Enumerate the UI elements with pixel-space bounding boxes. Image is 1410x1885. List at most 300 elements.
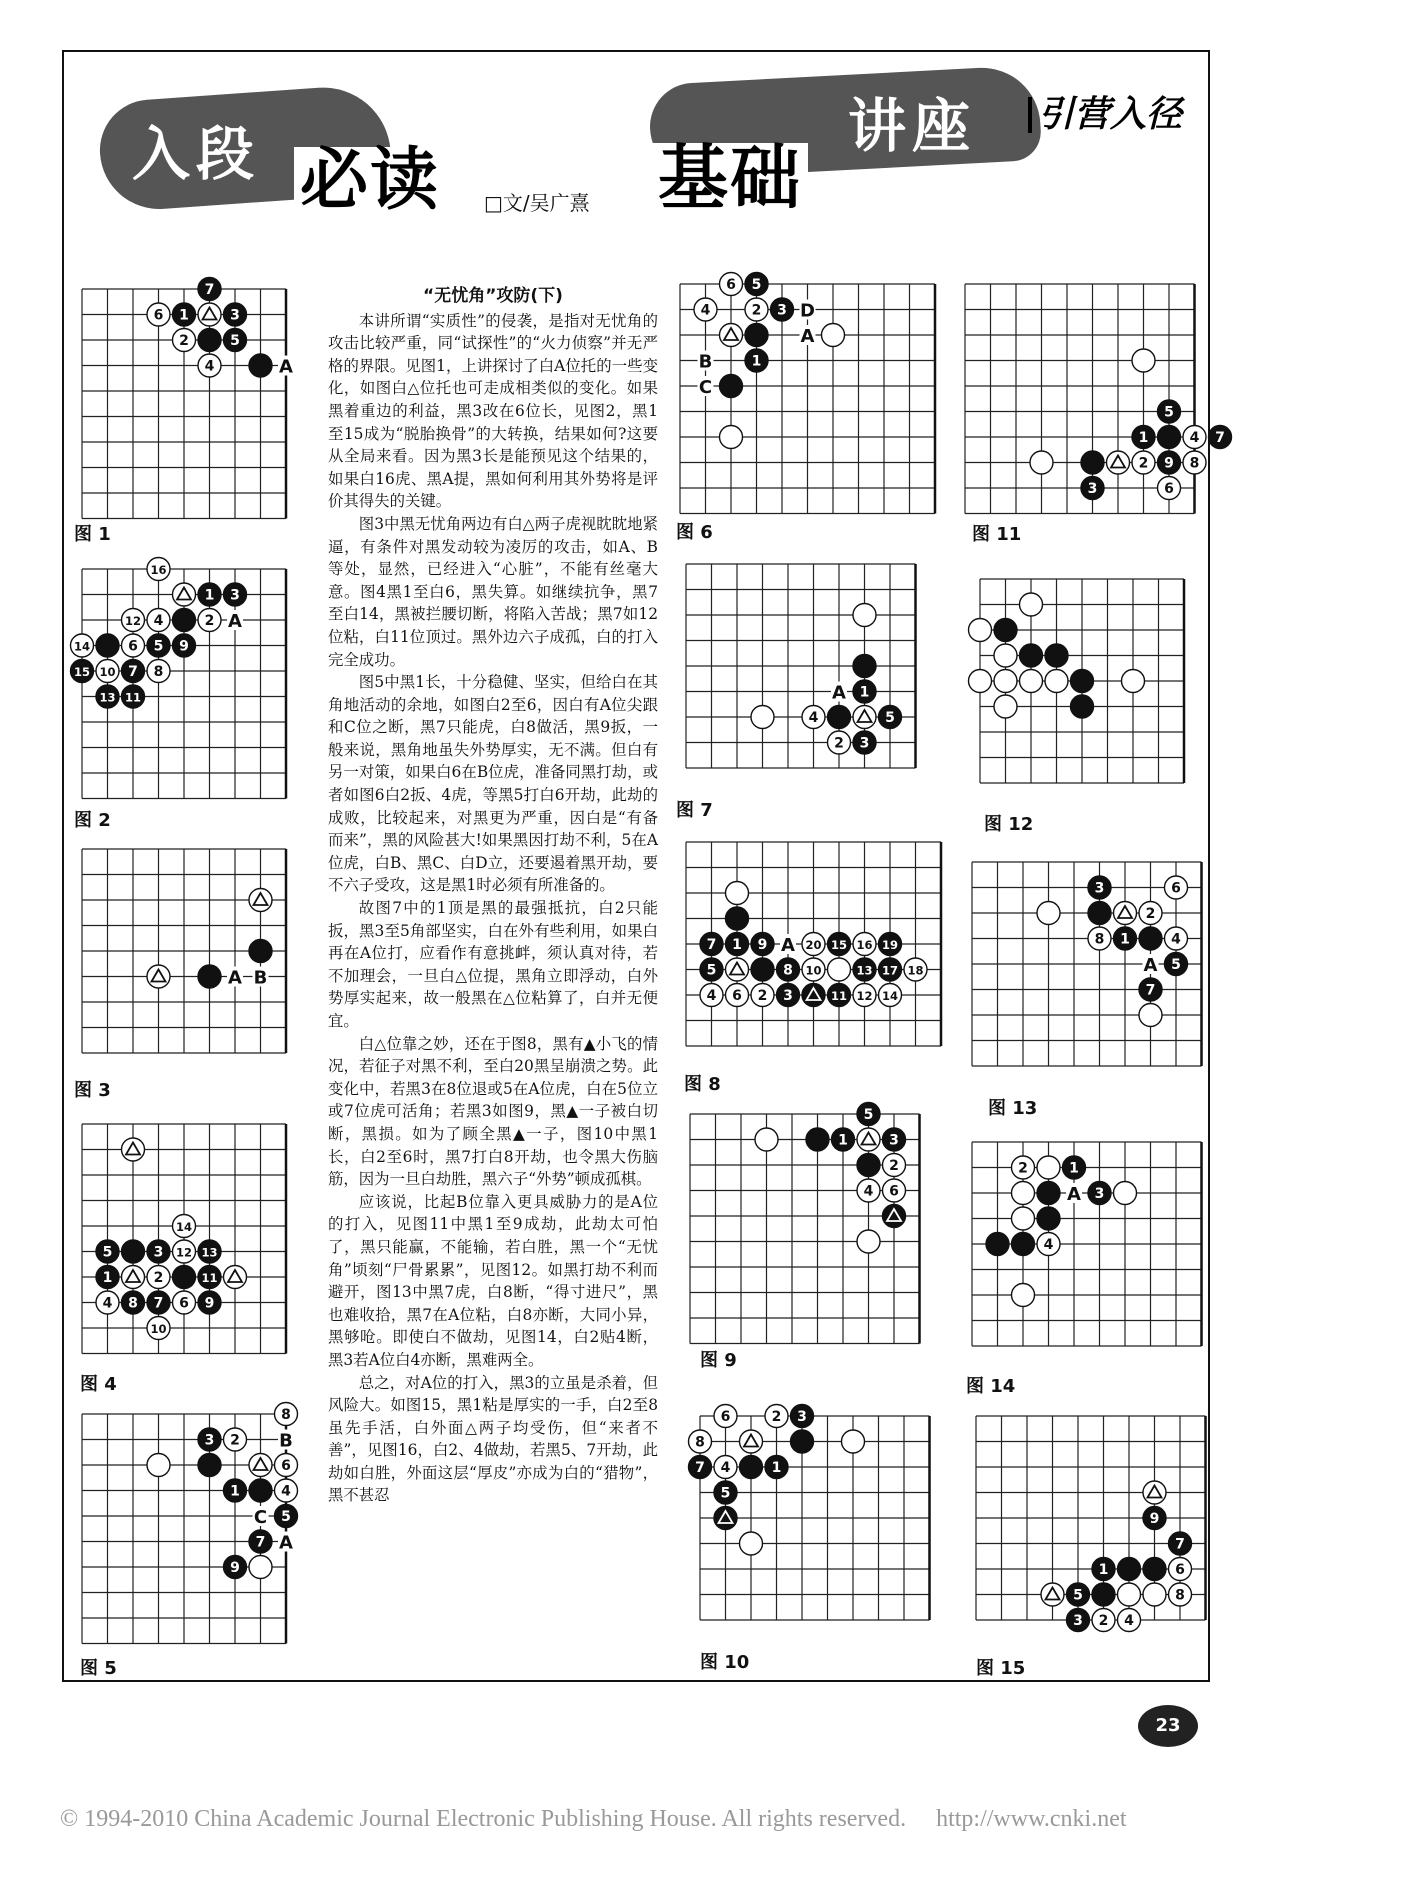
move-number: 1: [771, 1460, 782, 1476]
move-number: 6: [179, 1295, 189, 1312]
black-stone: [173, 303, 196, 326]
black-stone: [832, 1128, 855, 1151]
move-number: 6: [732, 988, 742, 1004]
white-stone: [1169, 1583, 1192, 1606]
move-number: 1: [859, 684, 870, 701]
go-diagram-6: [670, 270, 940, 524]
white-stone: [147, 1317, 170, 1340]
white-stone: [173, 329, 196, 352]
article-paragraph: 故图7中的1顶是黑的最强抵抗，白2只能扳，黑3至5角部坚实，白在外有些利用，如果白再在A位打，应看作有意挑衅，须认真对待，若不加理会，一旦白△位提，黑角立即浮动，白外势厚实起来，故一般黑在△位粘算了，白并无便宜。: [328, 899, 658, 1030]
black-stone: [249, 1479, 272, 1502]
black-stone: [122, 685, 145, 708]
black-stone: [96, 1266, 119, 1289]
article-title: “无忧角”攻防(下): [423, 286, 563, 306]
black-stone: [173, 634, 196, 657]
move-number: 7: [1215, 430, 1225, 446]
white-stone: [96, 660, 119, 683]
move-number: 8: [1189, 455, 1200, 472]
footer: [60, 1806, 1127, 1833]
move-number: 4: [720, 1460, 731, 1476]
black-stone: [1139, 927, 1162, 950]
move-number: 3: [230, 307, 240, 324]
black-stone: [1158, 426, 1181, 449]
figure-caption: 图 2: [74, 810, 111, 831]
white-stone: [224, 1266, 247, 1289]
white-stone: [1012, 1182, 1035, 1205]
move-number: 1: [204, 587, 215, 604]
move-number: 14: [881, 989, 899, 1003]
point-label: D: [800, 300, 815, 322]
point-label: A: [1067, 1184, 1081, 1205]
move-number: 6: [1175, 1562, 1185, 1578]
black-stone: [720, 375, 743, 398]
go-diagram-8: [676, 828, 946, 1072]
white-stone: [994, 670, 1017, 693]
white-stone: [714, 1456, 737, 1479]
move-number: 11: [830, 989, 848, 1003]
black-stone: [1118, 1558, 1141, 1581]
white-stone: [122, 634, 145, 657]
white-stone: [720, 324, 743, 347]
black-stone: [857, 1103, 880, 1126]
move-number: 8: [783, 962, 793, 979]
move-number: 3: [1094, 880, 1105, 897]
black-stone: [791, 1430, 814, 1453]
white-stone: [879, 984, 902, 1007]
black-stone: [700, 933, 723, 956]
black-stone: [1169, 1532, 1192, 1555]
move-number: 6: [726, 277, 736, 293]
black-stone: [745, 324, 768, 347]
figure-caption: 图 11: [972, 524, 1022, 545]
move-number: 2: [230, 1432, 240, 1449]
black-stone: [1037, 1182, 1060, 1205]
black-stone: [1081, 477, 1104, 500]
move-number: 16: [150, 563, 167, 577]
move-number: 7: [255, 1534, 266, 1551]
white-stone: [147, 303, 170, 326]
move-number: 9: [1164, 455, 1174, 472]
white-stone: [1092, 1609, 1115, 1632]
white-stone: [822, 324, 845, 347]
move-number: 5: [706, 962, 717, 979]
black-stone: [249, 354, 272, 377]
figure-caption: 图 6: [676, 522, 713, 543]
black-stone: [198, 583, 221, 606]
black-stone: [1081, 451, 1104, 474]
white-stone: [1118, 1609, 1141, 1632]
white-stone: [765, 1405, 788, 1428]
move-number: 17: [881, 963, 899, 978]
white-stone: [198, 609, 221, 632]
article-paragraph: 图5中黑1长，十分稳健、坚实，但给白在其角地活动的余地，如图白2至6，因白有A位尖跟和C位之断，黑7只能虎，白8做活，黑9扳，一般来说，黑角地虽失外势厚实，无不满。但白有另一对策，如果白6在B位虎，准备同黑打劫，或者如图6白2扳、4虎，等黑5打白6开劫，此劫的成败，比较起来，对黑更为严重，因白是“有备而来”，黑的风险甚大!如果黑因打劫不利，5在A位虎，白B、黑C、白D立，还要遏着黑开劫，要不六子受攻，这是黑1时必须有所准备的。: [328, 673, 658, 895]
black-stone: [1139, 978, 1162, 1001]
move-number: 2: [179, 333, 189, 349]
move-number: 6: [153, 307, 164, 324]
black-stone: [777, 984, 800, 1007]
title-part2: 必读: [294, 147, 446, 215]
white-stone: [1122, 670, 1145, 693]
black-stone: [853, 731, 876, 754]
point-label: A: [279, 1532, 293, 1554]
move-number: 7: [1145, 982, 1156, 999]
black-stone: [879, 933, 902, 956]
white-stone: [969, 670, 992, 693]
black-stone: [853, 958, 876, 981]
black-stone: [1158, 451, 1181, 474]
move-number: 5: [1164, 404, 1174, 421]
go-diagram-5: [72, 1400, 312, 1654]
black-stone: [1067, 1583, 1090, 1606]
black-stone: [853, 680, 876, 703]
move-number: 4: [204, 358, 215, 375]
move-number: 2: [751, 302, 762, 319]
move-number: 8: [153, 664, 164, 680]
white-stone: [249, 1556, 272, 1579]
white-stone: [1139, 1004, 1162, 1027]
move-number: 2: [1145, 906, 1156, 922]
white-stone: [726, 958, 749, 981]
black-stone: [986, 1233, 1009, 1256]
white-stone: [173, 1215, 196, 1238]
white-stone: [1118, 1583, 1141, 1606]
move-number: 9: [230, 1560, 240, 1576]
white-stone: [224, 1428, 247, 1451]
black-stone: [828, 984, 851, 1007]
white-stone: [1165, 927, 1188, 950]
title-part1: 入段: [132, 120, 261, 188]
white-stone: [275, 1479, 298, 1502]
move-number: 3: [859, 735, 870, 752]
black-stone: [791, 1405, 814, 1428]
white-stone: [249, 1454, 272, 1477]
move-number: 19: [881, 938, 899, 952]
move-number: 1: [1098, 1562, 1109, 1578]
point-label: B: [253, 967, 268, 989]
column-tag: 引营入径: [1028, 97, 1182, 133]
move-number: 8: [1094, 931, 1105, 948]
white-stone: [1088, 927, 1111, 950]
move-number: 12: [175, 1245, 193, 1260]
move-number: 9: [757, 937, 768, 953]
byline: □文/吴广熹: [484, 191, 590, 215]
go-diagram-13: [962, 848, 1207, 1092]
move-number: 7: [204, 282, 215, 298]
move-number: 15: [830, 938, 848, 952]
copyright-text: © 1994-2010 China Academic Journal Electronic Publishing House. All rights reserved.: [60, 1806, 907, 1832]
white-stone: [726, 984, 749, 1007]
white-stone: [1030, 451, 1053, 474]
figure-caption: 图 9: [700, 1350, 737, 1371]
point-label: B: [698, 351, 713, 373]
move-number: 12: [124, 614, 142, 628]
go-diagram-11: [955, 270, 1225, 524]
move-number: 3: [777, 302, 787, 319]
black-stone: [224, 1556, 247, 1579]
white-stone: [994, 644, 1017, 667]
white-stone: [1183, 451, 1206, 474]
move-number: 5: [720, 1485, 731, 1502]
white-stone: [828, 958, 851, 981]
white-stone: [1037, 902, 1060, 925]
black-stone: [198, 329, 221, 352]
move-number: 8: [128, 1295, 138, 1312]
black-stone: [1071, 695, 1094, 718]
white-stone: [147, 1454, 170, 1477]
black-stone: [1092, 1558, 1115, 1581]
black-stone: [1143, 1558, 1166, 1581]
move-number: 2: [204, 613, 215, 629]
white-stone: [802, 933, 825, 956]
move-number: 9: [204, 1295, 215, 1312]
white-stone: [1037, 1233, 1060, 1256]
white-stone: [740, 1430, 763, 1453]
white-stone: [1037, 1156, 1060, 1179]
move-number: 2: [1098, 1613, 1109, 1629]
black-stone: [751, 933, 774, 956]
black-stone: [994, 619, 1017, 642]
white-stone: [147, 965, 170, 988]
move-number: 5: [281, 1509, 291, 1525]
move-number: 6: [128, 638, 138, 655]
black-stone: [173, 609, 196, 632]
figure-caption: 图 15: [976, 1658, 1026, 1679]
point-label: A: [228, 967, 242, 989]
move-number: 4: [706, 988, 717, 1004]
move-number: 16: [856, 938, 873, 952]
black-stone: [726, 907, 749, 930]
move-number: 8: [695, 1434, 705, 1451]
black-stone: [751, 958, 774, 981]
move-number: 1: [102, 1270, 113, 1286]
move-number: 5: [863, 1107, 874, 1123]
point-label: A: [781, 935, 795, 956]
point-label: C: [253, 1507, 268, 1528]
move-number: 7: [128, 664, 138, 680]
move-number: 6: [889, 1183, 899, 1200]
move-number: 3: [1073, 1613, 1083, 1629]
black-stone: [828, 933, 851, 956]
move-number: 2: [153, 1270, 164, 1286]
article-column: [328, 285, 658, 1507]
white-stone: [853, 706, 876, 729]
black-stone: [1132, 426, 1155, 449]
black-stone: [198, 1266, 221, 1289]
black-stone: [777, 958, 800, 981]
move-number: 4: [1124, 1613, 1134, 1629]
black-stone: [224, 1479, 247, 1502]
white-stone: [1169, 1558, 1192, 1581]
move-number: 1: [1138, 430, 1149, 446]
white-stone: [883, 1154, 906, 1177]
black-stone: [689, 1456, 712, 1479]
black-stone: [96, 685, 119, 708]
black-stone: [224, 583, 247, 606]
white-stone: [1165, 876, 1188, 899]
move-number: 11: [124, 690, 142, 705]
move-number: 2: [834, 735, 844, 752]
white-stone: [828, 731, 851, 754]
white-stone: [1020, 670, 1043, 693]
move-number: 10: [805, 963, 822, 978]
black-stone: [198, 1291, 221, 1314]
black-stone: [853, 655, 876, 678]
move-number: 1: [732, 937, 742, 953]
move-number: 14: [73, 639, 91, 654]
black-stone: [147, 634, 170, 657]
black-stone: [1012, 1233, 1035, 1256]
move-number: 1: [179, 307, 189, 324]
black-stone: [122, 1240, 145, 1263]
go-diagram-4: [72, 1110, 312, 1364]
black-stone: [1092, 1583, 1115, 1606]
black-stone: [1088, 1182, 1111, 1205]
move-number: 7: [695, 1460, 705, 1476]
go-diagram-14: [962, 1128, 1207, 1372]
white-stone: [1114, 902, 1137, 925]
white-stone: [173, 1240, 196, 1263]
white-stone: [122, 1266, 145, 1289]
white-stone: [1041, 1583, 1064, 1606]
figure-caption: 图 14: [966, 1376, 1016, 1397]
move-number: 1: [1069, 1160, 1079, 1177]
black-stone: [806, 1128, 829, 1151]
black-stone: [122, 660, 145, 683]
move-number: 3: [230, 587, 240, 604]
move-number: 13: [201, 1245, 218, 1260]
white-stone: [1139, 902, 1162, 925]
white-stone: [1045, 670, 1068, 693]
white-stone: [1143, 1583, 1166, 1606]
point-label: A: [800, 326, 815, 347]
black-stone: [883, 1128, 906, 1151]
go-diagram-15: [966, 1402, 1211, 1651]
white-stone: [96, 1291, 119, 1314]
white-stone: [694, 298, 717, 321]
white-stone: [1132, 451, 1155, 474]
go-diagram-3: [72, 835, 312, 1079]
black-stone: [1114, 927, 1137, 950]
black-stone: [1165, 953, 1188, 976]
black-stone: [198, 1240, 221, 1263]
white-stone: [249, 889, 272, 912]
go-diagram-9: [680, 1100, 940, 1354]
white-stone: [842, 1430, 865, 1453]
white-stone: [853, 604, 876, 627]
white-stone: [751, 984, 774, 1007]
point-label: A: [832, 682, 846, 704]
black-stone: [71, 660, 94, 683]
black-stone: [1158, 400, 1181, 423]
go-diagram-1: [72, 275, 312, 529]
board-grid: [965, 284, 1195, 514]
article-paragraph: 总之，对A位的打入，黑3的立虽是杀着，但风险大。如图15，黑1粘是厚实的一手，白2至8虽先手活，白外面△两子均受伤，但“来者不善”，见图16，白2、4做劫，若黑5、7开劫，此劫如白胜，外面这层“厚皮”亦成为白的“猎物”，黑不甚忍: [328, 1373, 658, 1505]
white-stone: [1020, 593, 1043, 616]
go-diagram-12: [970, 565, 1210, 809]
move-number: 2: [1018, 1160, 1028, 1177]
black-stone: [1209, 426, 1232, 449]
board-grid: [82, 1124, 286, 1354]
move-number: 13: [856, 963, 873, 978]
white-stone: [1114, 1182, 1137, 1205]
move-number: 4: [1189, 430, 1200, 446]
black-stone: [700, 958, 723, 981]
move-number: 11: [201, 1271, 218, 1285]
black-stone: [198, 965, 221, 988]
white-stone: [857, 1179, 880, 1202]
white-stone: [740, 1532, 763, 1555]
white-stone: [755, 1128, 778, 1151]
move-number: 1: [751, 353, 762, 370]
black-stone: [173, 1266, 196, 1289]
white-stone: [173, 1291, 196, 1314]
point-label: A: [1143, 955, 1158, 976]
move-number: 1: [1120, 931, 1130, 948]
white-stone: [994, 695, 1017, 718]
black-stone: [765, 1456, 788, 1479]
move-number: 2: [889, 1158, 899, 1174]
figure-caption: 图 12: [984, 814, 1034, 835]
board-grid: [690, 1114, 920, 1344]
black-stone: [771, 298, 794, 321]
white-stone: [853, 984, 876, 1007]
white-stone: [802, 958, 825, 981]
title-part4: 讲座: [848, 92, 977, 160]
white-stone: [122, 609, 145, 632]
black-stone: [249, 940, 272, 963]
footer-url: http://www.cnki.net: [936, 1806, 1127, 1832]
black-stone: [249, 1530, 272, 1553]
article-paragraph: 白△位靠之妙，还在于图8，黑有▲小飞的情况，若征子对黑不利，至白20黑呈崩溃之势。此变化中，若黑3在8位退或5在A位虎，白在5位立或7位虎可活角；若黑3如图9，黑▲一子被白切断，黑损。如为了顾全黑▲一子，图10中黑1长，白2至6时，黑7打白8开劫，也令黑大伤脑筋，因为一旦白劫胜，黑六子“外势”顿成孤棋。: [328, 1034, 658, 1189]
move-number: 2: [771, 1409, 782, 1425]
white-stone: [122, 1138, 145, 1161]
white-stone: [173, 583, 196, 606]
figure-caption: 图 8: [684, 1074, 721, 1095]
white-stone: [71, 634, 94, 657]
white-stone: [726, 882, 749, 905]
move-number: 9: [1149, 1511, 1160, 1527]
black-stone: [1067, 1609, 1090, 1632]
black-stone: [1063, 1156, 1086, 1179]
figure-caption: 图 3: [74, 1080, 111, 1101]
white-stone: [147, 660, 170, 683]
black-stone: [1045, 644, 1068, 667]
move-number: 3: [204, 1432, 215, 1449]
move-number: 5: [885, 710, 895, 726]
figure-caption: 图 4: [80, 1374, 117, 1395]
white-stone: [745, 298, 768, 321]
white-stone: [1012, 1207, 1035, 1230]
move-number: 12: [856, 989, 873, 1003]
black-stone: [714, 1507, 737, 1530]
black-stone: [224, 303, 247, 326]
white-stone: [1158, 477, 1181, 500]
white-stone: [969, 619, 992, 642]
white-stone: [904, 958, 927, 981]
black-stone: [275, 1505, 298, 1528]
black-stone: [198, 1454, 221, 1477]
move-number: 4: [700, 302, 711, 319]
black-stone: [740, 1456, 763, 1479]
move-number: 4: [1043, 1237, 1054, 1253]
black-stone: [198, 1428, 221, 1451]
point-label: A: [228, 611, 242, 632]
white-stone: [751, 706, 774, 729]
move-number: 2: [1138, 455, 1149, 472]
move-number: 6: [720, 1409, 731, 1425]
move-number: 3: [1087, 481, 1098, 497]
black-stone: [96, 634, 119, 657]
